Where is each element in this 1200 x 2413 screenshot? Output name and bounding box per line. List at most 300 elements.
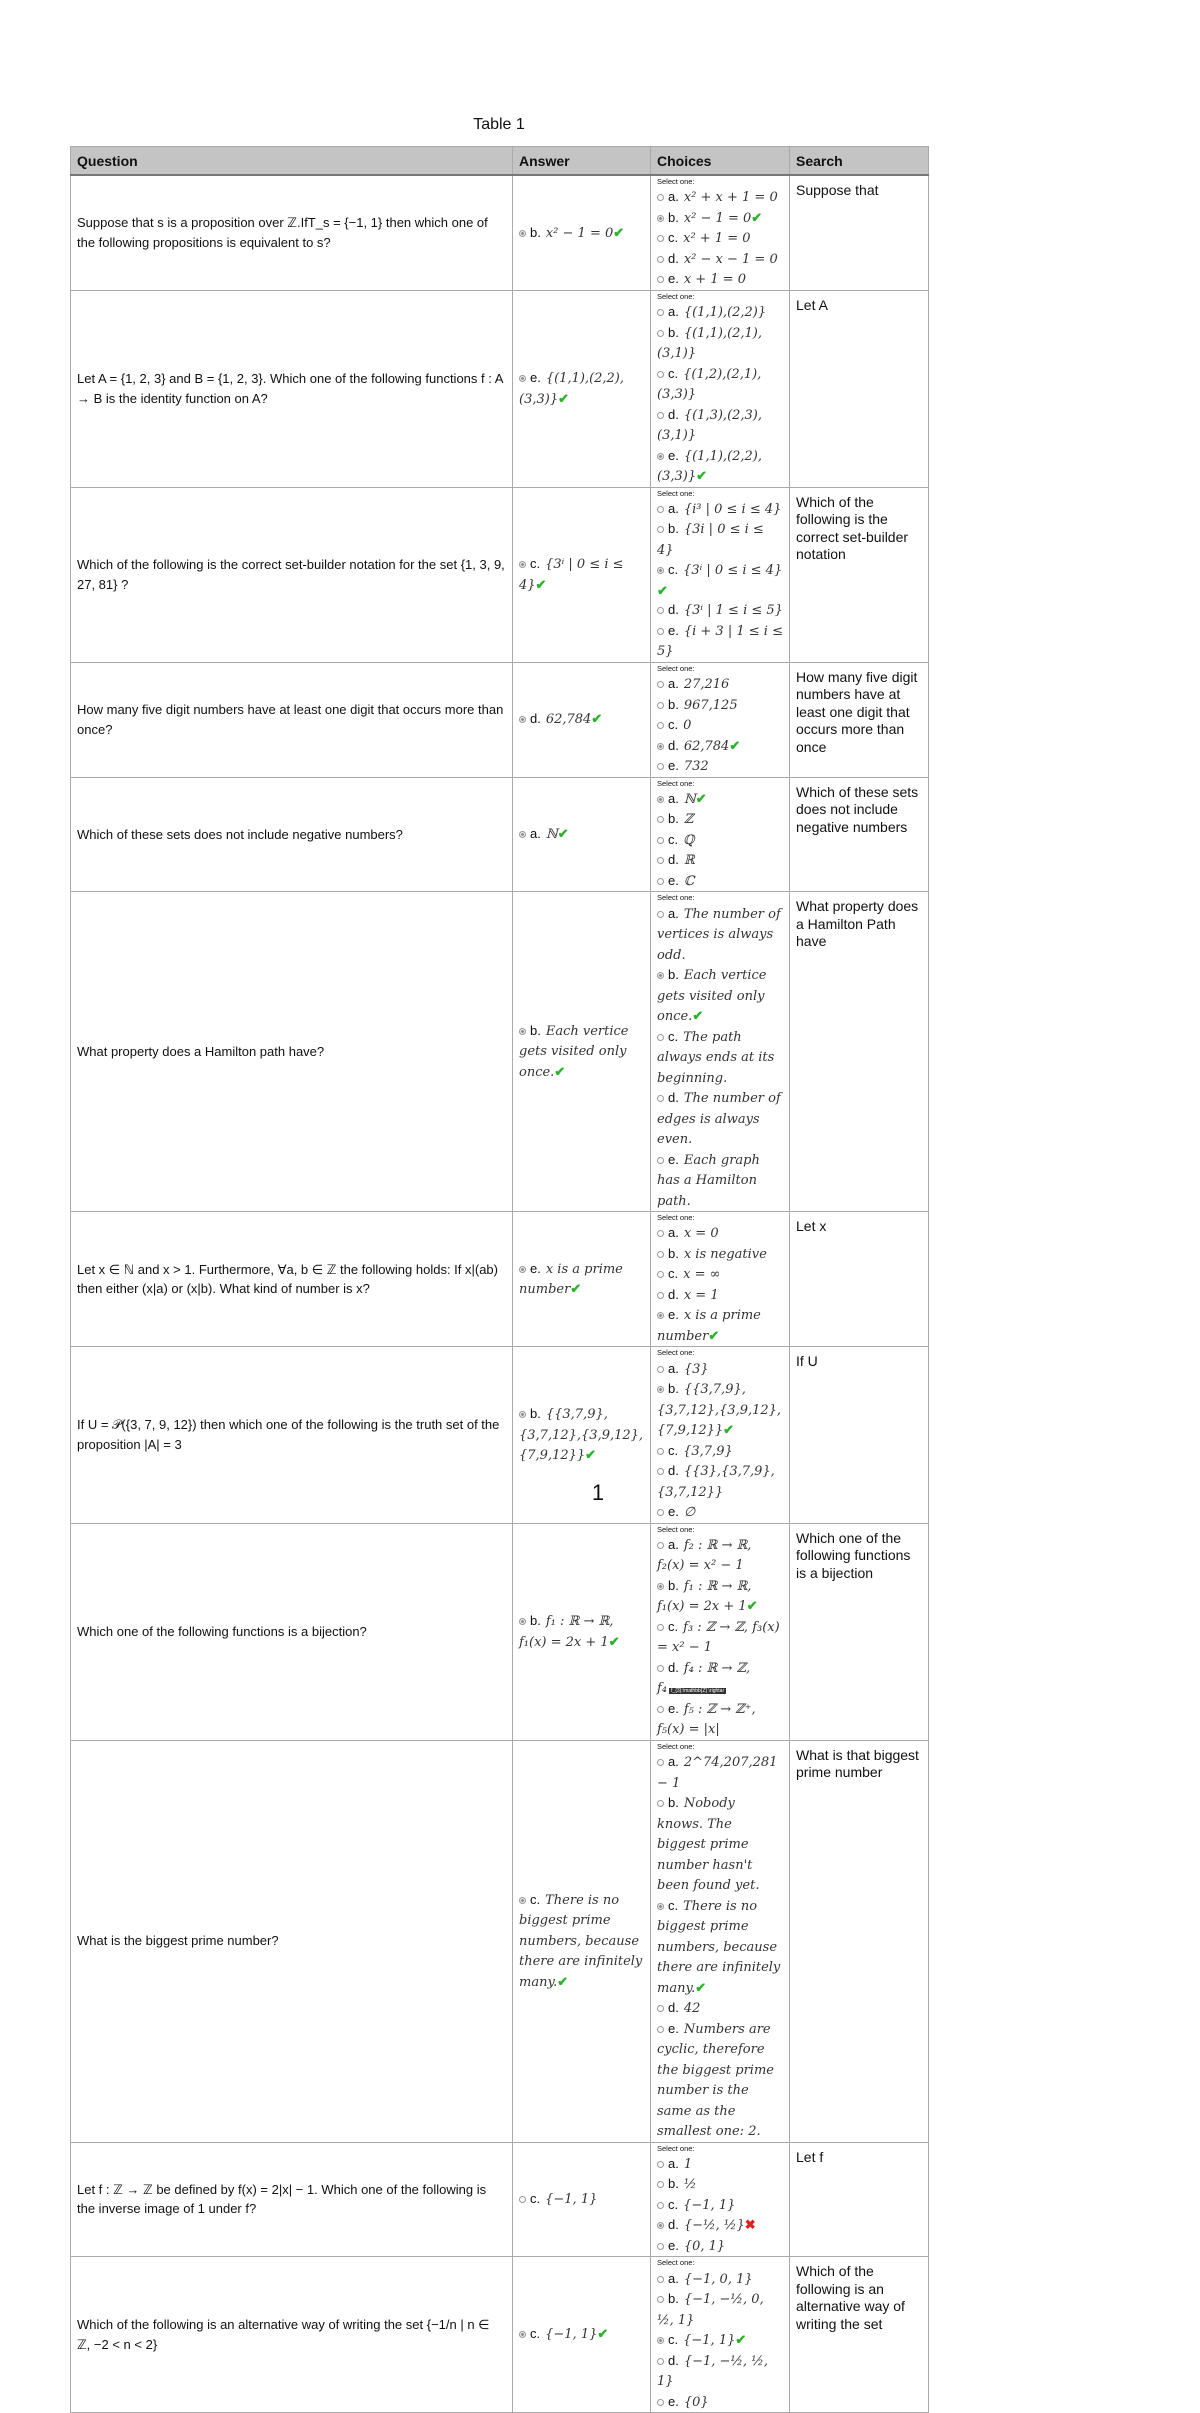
choice-option[interactable] — [657, 446, 783, 487]
radio-button[interactable] — [657, 816, 664, 823]
radio-button[interactable] — [657, 1448, 664, 1455]
table-row — [71, 2142, 929, 2257]
choice-letter: d. — [668, 1659, 679, 1675]
choice-text: 42 — [683, 2001, 701, 2016]
radio-button[interactable] — [519, 716, 526, 723]
radio-button[interactable] — [657, 1468, 664, 1475]
answer-cell — [513, 1523, 651, 1740]
choice-option[interactable] — [657, 364, 783, 405]
question-cell: Which one of the following functions is a bijection? — [71, 1523, 513, 1740]
choice-option[interactable] — [657, 1658, 783, 1699]
radio-button[interactable] — [657, 1095, 664, 1102]
choice-letter: d. — [668, 1463, 679, 1478]
radio-button[interactable] — [657, 309, 664, 316]
choice-option[interactable] — [657, 809, 783, 830]
choice-letter: e. — [668, 758, 679, 773]
answer-cell — [513, 1740, 651, 2142]
radio-button[interactable] — [519, 230, 526, 237]
check-icon: ✔ — [591, 711, 603, 727]
choice-text: {(1,1),(2,1),(3,1)} — [657, 325, 763, 361]
radio-button[interactable] — [657, 194, 664, 201]
cross-icon: ✖ — [744, 2217, 756, 2233]
answer-cell — [513, 1212, 651, 1347]
question-cell: Which of the following is an alternative way of writing the set {−1/n | n ∈ ℤ, −2 < n < 2} — [71, 2257, 513, 2413]
choice-letter: d. — [668, 1286, 679, 1302]
choices-cell — [651, 1523, 790, 1740]
radio-button[interactable] — [657, 526, 664, 533]
choice-option[interactable] — [657, 1752, 783, 1793]
search-cell: How many five digit numbers have at least one digit that occurs more than once — [790, 662, 929, 777]
answer-cell — [513, 892, 651, 1212]
radio-button[interactable] — [657, 2005, 664, 2012]
radio-button[interactable] — [657, 681, 664, 688]
choice-text: {i³ | 0 ≤ i ≤ 4} — [683, 501, 782, 517]
check-icon: ✔ — [746, 1598, 758, 1614]
question-cell: How many five digit numbers have at least one digit that occurs more than once? — [71, 662, 513, 777]
radio-button[interactable] — [519, 2196, 526, 2203]
radio-button[interactable] — [657, 763, 664, 770]
table-row — [71, 892, 929, 1212]
choice-option[interactable] — [657, 1264, 783, 1285]
table-row — [71, 2257, 929, 2413]
select-one-label: Select one: — [657, 1348, 695, 1358]
choice-option[interactable] — [657, 674, 783, 695]
header-question: Question — [71, 147, 513, 176]
choice-letter: a. — [668, 2270, 679, 2286]
choice-text: x = 1 — [683, 1287, 719, 1303]
radio-button[interactable] — [657, 1665, 664, 1672]
radio-button[interactable] — [657, 796, 664, 803]
choice-letter: c. — [668, 2332, 679, 2347]
answer-text: Each vertice gets visited only once. — [519, 1023, 629, 1080]
choice-letter: b. — [668, 1577, 679, 1593]
choices-cell — [651, 777, 790, 892]
choice-option[interactable] — [657, 1223, 783, 1244]
choice-option[interactable] — [657, 695, 783, 716]
radio-button[interactable] — [657, 1759, 664, 1766]
answer-cell — [513, 777, 651, 892]
choice-option[interactable] — [657, 736, 783, 757]
choice-text: ∅ — [683, 1505, 696, 1520]
check-icon: ✔ — [696, 468, 707, 483]
choice-letter: b. — [668, 696, 679, 712]
choice-option[interactable] — [657, 1150, 783, 1212]
radio-button[interactable] — [657, 1292, 664, 1299]
radio-button[interactable] — [657, 453, 664, 460]
radio-button[interactable] — [657, 911, 664, 918]
choice-text: {0, 1} — [683, 2238, 726, 2254]
question-cell: What property does a Hamilton path have? — [71, 892, 513, 1212]
answer-letter: e. — [530, 1260, 541, 1276]
choice-text: There is no biggest prime numbers, because there are infinitely many. — [657, 1898, 781, 1996]
choice-option[interactable] — [657, 2392, 783, 2413]
choice-text: {(1,1),(2,2),(3,3)} — [657, 448, 763, 484]
choice-letter: d. — [668, 2352, 679, 2368]
radio-button[interactable] — [657, 412, 664, 419]
choice-option[interactable] — [657, 1305, 783, 1346]
radio-button[interactable] — [657, 276, 664, 283]
choice-text: Numbers are cyclic, therefore the biggest prime number is the same as the smallest one: 2. — [657, 2021, 774, 2139]
choice-letter: c. — [668, 1442, 679, 1458]
radio-button[interactable] — [657, 215, 664, 222]
radio-button[interactable] — [519, 1618, 526, 1625]
radio-button[interactable] — [657, 972, 664, 979]
choice-option[interactable] — [657, 2215, 783, 2236]
choice-letter: b. — [668, 521, 679, 537]
radio-button[interactable] — [519, 2331, 526, 2338]
choice-option[interactable] — [657, 1244, 783, 1265]
table-row — [71, 1523, 929, 1740]
question-cell: Let f : ℤ → ℤ be defined by f(x) = 2|x| − 1. Which one of the following is the inverse image of 1 under f? — [71, 2142, 513, 2257]
choice-option[interactable] — [657, 756, 783, 777]
choice-text: x² − x − 1 = 0 — [683, 251, 778, 267]
choice-letter: e. — [668, 271, 679, 287]
choice-text: {−1, −½, 0, ½, 1} — [657, 2292, 764, 2328]
choice-option[interactable] — [657, 1699, 783, 1740]
choice-letter: a. — [668, 2155, 679, 2171]
choice-option[interactable] — [657, 1359, 783, 1380]
select-one-label: Select one: — [657, 177, 695, 186]
choice-letter: a. — [668, 1225, 679, 1241]
choice-text: f₅ : ℤ → ℤ⁺, f₅(x) = |x| — [657, 1701, 756, 1738]
radio-button[interactable] — [657, 1034, 664, 1041]
answer-text: {−1, 1} — [545, 2327, 598, 2343]
choice-option[interactable] — [657, 2330, 783, 2351]
radio-button[interactable] — [519, 1411, 526, 1418]
choice-option[interactable] — [657, 2289, 783, 2330]
search-cell: Let f — [790, 2142, 929, 2257]
radio-button[interactable] — [657, 1800, 664, 1807]
choice-option[interactable] — [657, 187, 783, 208]
choice-option[interactable] — [657, 405, 783, 446]
radio-button[interactable] — [657, 628, 664, 635]
answer-cell — [513, 487, 651, 662]
choice-letter: e. — [668, 872, 679, 888]
choice-text: {3ⁱ | 0 ≤ i ≤ 4} — [683, 563, 783, 579]
radio-button[interactable] — [657, 2026, 664, 2033]
radio-button[interactable] — [657, 2296, 664, 2303]
check-icon: ✔ — [695, 790, 707, 806]
radio-button[interactable] — [657, 1386, 664, 1393]
choice-text: 27,216 — [683, 677, 730, 692]
radio-button[interactable] — [657, 1509, 664, 1516]
choices-cell — [651, 175, 790, 290]
radio-button[interactable] — [657, 1157, 664, 1164]
choice-text: x = ∞ — [683, 1267, 721, 1283]
choice-option[interactable] — [657, 1027, 783, 1089]
choice-option[interactable] — [657, 560, 783, 600]
answer-letter: d. — [530, 711, 541, 727]
choice-text: {−½, ½} — [683, 2218, 745, 2234]
radio-button[interactable] — [657, 1271, 664, 1278]
table-row — [71, 1212, 929, 1347]
question-cell: Suppose that s is a proposition over ℤ.IfT_s = {−1, 1} then which one of the following propositions is equivalent to s? — [71, 175, 513, 290]
choice-option[interactable] — [657, 850, 783, 871]
choice-text: {−1, −½, ½, 1} — [657, 2353, 769, 2389]
choice-text: ½ — [683, 2177, 697, 2193]
question-cell: Which of the following is the correct set-builder notation for the set {1, 3, 9, 27, 81} ? — [71, 487, 513, 662]
radio-button[interactable] — [657, 2161, 664, 2168]
choice-letter: e. — [668, 2393, 679, 2409]
choice-letter: d. — [668, 2000, 679, 2015]
answer-text: f₁ : ℝ → ℝ, f₁(x) = 2x + 1 — [519, 1614, 614, 1650]
radio-button[interactable] — [657, 371, 664, 378]
choice-text: x is negative — [683, 1246, 767, 1262]
choice-letter: c. — [668, 365, 679, 381]
choice-letter: d. — [668, 852, 679, 868]
radio-button[interactable] — [657, 235, 664, 242]
radio-button[interactable] — [519, 1897, 526, 1904]
choice-option[interactable] — [657, 323, 783, 364]
choice-option[interactable] — [657, 249, 783, 270]
choice-option[interactable] — [657, 499, 783, 520]
select-one-label: Select one: — [657, 488, 695, 498]
choice-option[interactable] — [657, 228, 783, 249]
radio-button[interactable] — [657, 2243, 664, 2250]
table-row — [71, 487, 929, 662]
search-cell: What property does a Hamilton Path have — [790, 892, 929, 1212]
radio-button[interactable] — [657, 722, 664, 729]
choice-text: f₁ : ℝ → ℝ, f₁(x) = 2x + 1 — [657, 1578, 752, 1615]
choice-text: ℕ — [683, 791, 696, 807]
select-one-label: Select one: — [657, 893, 695, 903]
radio-button[interactable] — [657, 2202, 664, 2209]
choice-option[interactable] — [657, 715, 783, 736]
choices-cell — [651, 892, 790, 1212]
table-row — [71, 290, 929, 487]
choice-text: 2^74,207,281 − 1 — [657, 1755, 778, 1791]
choice-text: {0} — [683, 2394, 709, 2410]
choice-text: {{3,7,9},{3,7,12},{3,9,12},{7,9,12}} — [657, 1382, 782, 1438]
radio-button[interactable] — [657, 1903, 664, 1910]
choice-option[interactable] — [657, 1535, 783, 1576]
choice-option[interactable] — [657, 2174, 783, 2195]
choice-option[interactable] — [657, 2195, 783, 2216]
check-icon: ✔ — [608, 1633, 620, 1649]
answer-text: x is a prime number — [519, 1261, 623, 1298]
choice-text: {3i | 0 ≤ i ≤ 4} — [657, 522, 764, 558]
radio-button[interactable] — [657, 506, 664, 513]
choice-letter: a. — [668, 1536, 679, 1552]
radio-button[interactable] — [519, 1028, 526, 1035]
select-one-label: Select one: — [657, 2143, 695, 2153]
radio-button[interactable] — [657, 1542, 664, 1549]
radio-button[interactable] — [657, 2399, 664, 2406]
radio-button[interactable] — [657, 2276, 664, 2283]
choice-text: x is a prime number — [657, 1308, 761, 1344]
check-icon: ✔ — [597, 2326, 609, 2342]
question-cell: What is the biggest prime number? — [71, 1740, 513, 2142]
choice-letter: c. — [668, 1897, 679, 1913]
header-search: Search — [790, 147, 929, 176]
choice-text: 1 — [683, 2156, 693, 2172]
choices-cell — [651, 2257, 790, 2413]
choice-option[interactable] — [657, 904, 783, 966]
choice-option[interactable] — [657, 2154, 783, 2175]
radio-button[interactable] — [657, 330, 664, 337]
answer-text: 62,784 — [545, 712, 592, 728]
select-one-label: Select one: — [657, 1741, 695, 1751]
choice-option[interactable] — [657, 965, 783, 1027]
check-icon: ✔ — [554, 1063, 566, 1079]
check-icon: ✔ — [708, 1327, 720, 1343]
answer-letter: e. — [530, 370, 541, 386]
choice-option[interactable] — [657, 302, 783, 323]
choice-letter: a. — [668, 676, 679, 691]
check-icon: ✔ — [695, 1979, 707, 1995]
answer-cell — [513, 2142, 651, 2257]
choice-letter: c. — [668, 1028, 679, 1044]
radio-button[interactable] — [657, 1624, 664, 1631]
choice-letter: b. — [668, 209, 679, 225]
radio-button[interactable] — [657, 2358, 664, 2365]
check-icon: ✔ — [570, 1281, 582, 1297]
choice-text: 732 — [683, 759, 709, 774]
choice-option[interactable] — [657, 1793, 783, 1896]
choice-option[interactable] — [657, 1379, 783, 1441]
answer-cell — [513, 2257, 651, 2413]
choice-option[interactable] — [657, 1441, 783, 1462]
choice-letter: d. — [668, 250, 679, 266]
choice-option[interactable] — [657, 830, 783, 851]
radio-button[interactable] — [657, 878, 664, 885]
choices-cell — [651, 1212, 790, 1347]
answer-letter: c. — [530, 556, 541, 572]
radio-button[interactable] — [657, 1230, 664, 1237]
radio-button[interactable] — [519, 375, 526, 382]
check-icon: ✔ — [557, 826, 569, 842]
table-row — [71, 175, 929, 290]
radio-button[interactable] — [657, 837, 664, 844]
choice-text: {{3},{3,7,9},{3,7,12}} — [657, 1464, 775, 1500]
answer-letter: c. — [530, 1891, 541, 1907]
search-cell: Which of the following is the correct set-builder notation — [790, 487, 929, 662]
choice-text: {−1, 1} — [683, 2333, 736, 2348]
radio-button[interactable] — [657, 1583, 664, 1590]
answer-text: ℕ — [545, 827, 558, 843]
choice-letter: e. — [668, 1700, 679, 1716]
choice-letter: e. — [668, 1151, 679, 1167]
check-icon: ✔ — [729, 737, 741, 753]
choice-letter: c. — [668, 1266, 679, 1282]
choice-text: 967,125 — [683, 697, 738, 713]
choices-cell — [651, 662, 790, 777]
choice-option[interactable] — [657, 1617, 783, 1658]
answer-cell — [513, 662, 651, 777]
choice-option[interactable] — [657, 2019, 783, 2142]
search-cell: Which of these sets does not include negative numbers — [790, 777, 929, 892]
choice-text: ℂ — [683, 873, 695, 889]
question-cell: Which of these sets does not include negative numbers? — [71, 777, 513, 892]
choice-letter: d. — [668, 406, 679, 422]
question-cell: Let A = {1, 2, 3} and B = {1, 2, 3}. Which one of the following functions f : A → B is the identity function on A? — [71, 290, 513, 487]
choice-letter: b. — [668, 1245, 679, 1261]
radio-button[interactable] — [657, 743, 664, 750]
question-cell: If U = 𝒫({3, 7, 9, 12}) then which one of the following is the truth set of the proposition |A| = 3 — [71, 1347, 513, 1523]
header-answer: Answer — [513, 147, 651, 176]
choice-text: ℝ — [683, 853, 695, 869]
choice-option[interactable] — [657, 1998, 783, 2019]
radio-button[interactable] — [657, 567, 664, 574]
choice-option[interactable] — [657, 1088, 783, 1150]
choice-option[interactable] — [657, 208, 783, 229]
radio-button[interactable] — [657, 2222, 664, 2229]
radio-button[interactable] — [657, 1312, 664, 1319]
choice-letter: e. — [668, 2237, 679, 2253]
table-row — [71, 777, 929, 892]
choice-text: ℚ — [683, 832, 695, 848]
radio-button[interactable] — [657, 2337, 664, 2344]
choice-text: f₂ : ℝ → ℝ, f₂(x) = x² − 1 — [657, 1537, 752, 1574]
radio-button[interactable] — [657, 607, 664, 614]
radio-button[interactable] — [657, 1706, 664, 1713]
choice-text: {3,7,9} — [683, 1443, 733, 1459]
answer-letter: a. — [530, 826, 541, 842]
choice-letter: e. — [668, 2020, 679, 2036]
choice-letter: d. — [668, 737, 679, 753]
choice-option[interactable] — [657, 2351, 783, 2392]
check-icon: ✔ — [723, 1422, 735, 1437]
choice-letter: a. — [668, 1360, 679, 1376]
choice-text: Each vertice gets visited only once. — [657, 968, 767, 1024]
choice-text: x + 1 = 0 — [683, 272, 747, 288]
radio-button[interactable] — [657, 256, 664, 263]
choice-letter: d. — [668, 1090, 679, 1105]
choice-option[interactable] — [657, 621, 783, 662]
radio-button[interactable] — [657, 2181, 664, 2188]
choice-letter: a. — [668, 500, 679, 516]
choice-text: The number of edges is always even. — [657, 1091, 781, 1147]
choice-option[interactable] — [657, 269, 783, 290]
search-cell: Let x — [790, 1212, 929, 1347]
radio-button[interactable] — [519, 1266, 526, 1273]
check-icon: ✔ — [535, 576, 547, 592]
choice-text: The path always ends at its beginning. — [657, 1029, 775, 1086]
choice-option[interactable] — [657, 2269, 783, 2290]
choice-letter: c. — [668, 1618, 679, 1634]
choice-option[interactable] — [657, 789, 783, 810]
radio-button[interactable] — [657, 702, 664, 709]
select-one-label: Select one: — [657, 2258, 695, 2268]
answer-letter: b. — [530, 1406, 541, 1422]
choice-option[interactable] — [657, 871, 783, 892]
radio-button[interactable] — [657, 857, 664, 864]
choice-option[interactable] — [657, 519, 783, 560]
choice-letter: d. — [668, 602, 679, 618]
select-one-label: Select one: — [657, 1213, 695, 1222]
choice-letter: c. — [668, 562, 679, 578]
choice-option[interactable] — [657, 600, 783, 621]
search-cell: Suppose that — [790, 175, 929, 290]
radio-button[interactable] — [519, 561, 526, 568]
choice-option[interactable] — [657, 1285, 783, 1306]
choice-option[interactable] — [657, 1896, 783, 1999]
radio-button[interactable] — [657, 1251, 664, 1258]
radio-button[interactable] — [519, 831, 526, 838]
choice-letter: b. — [668, 324, 679, 340]
table-row — [71, 662, 929, 777]
choice-option[interactable] — [657, 2236, 783, 2257]
choices-cell — [651, 487, 790, 662]
choice-text: Each graph has a Hamilton path. — [657, 1152, 760, 1209]
choice-letter: e. — [668, 1504, 679, 1519]
answer-letter: b. — [530, 224, 541, 240]
check-icon: ✔ — [657, 582, 668, 598]
choice-option[interactable] — [657, 1576, 783, 1617]
choice-letter: a. — [668, 905, 679, 921]
answer-cell — [513, 175, 651, 290]
radio-button[interactable] — [657, 1366, 664, 1373]
